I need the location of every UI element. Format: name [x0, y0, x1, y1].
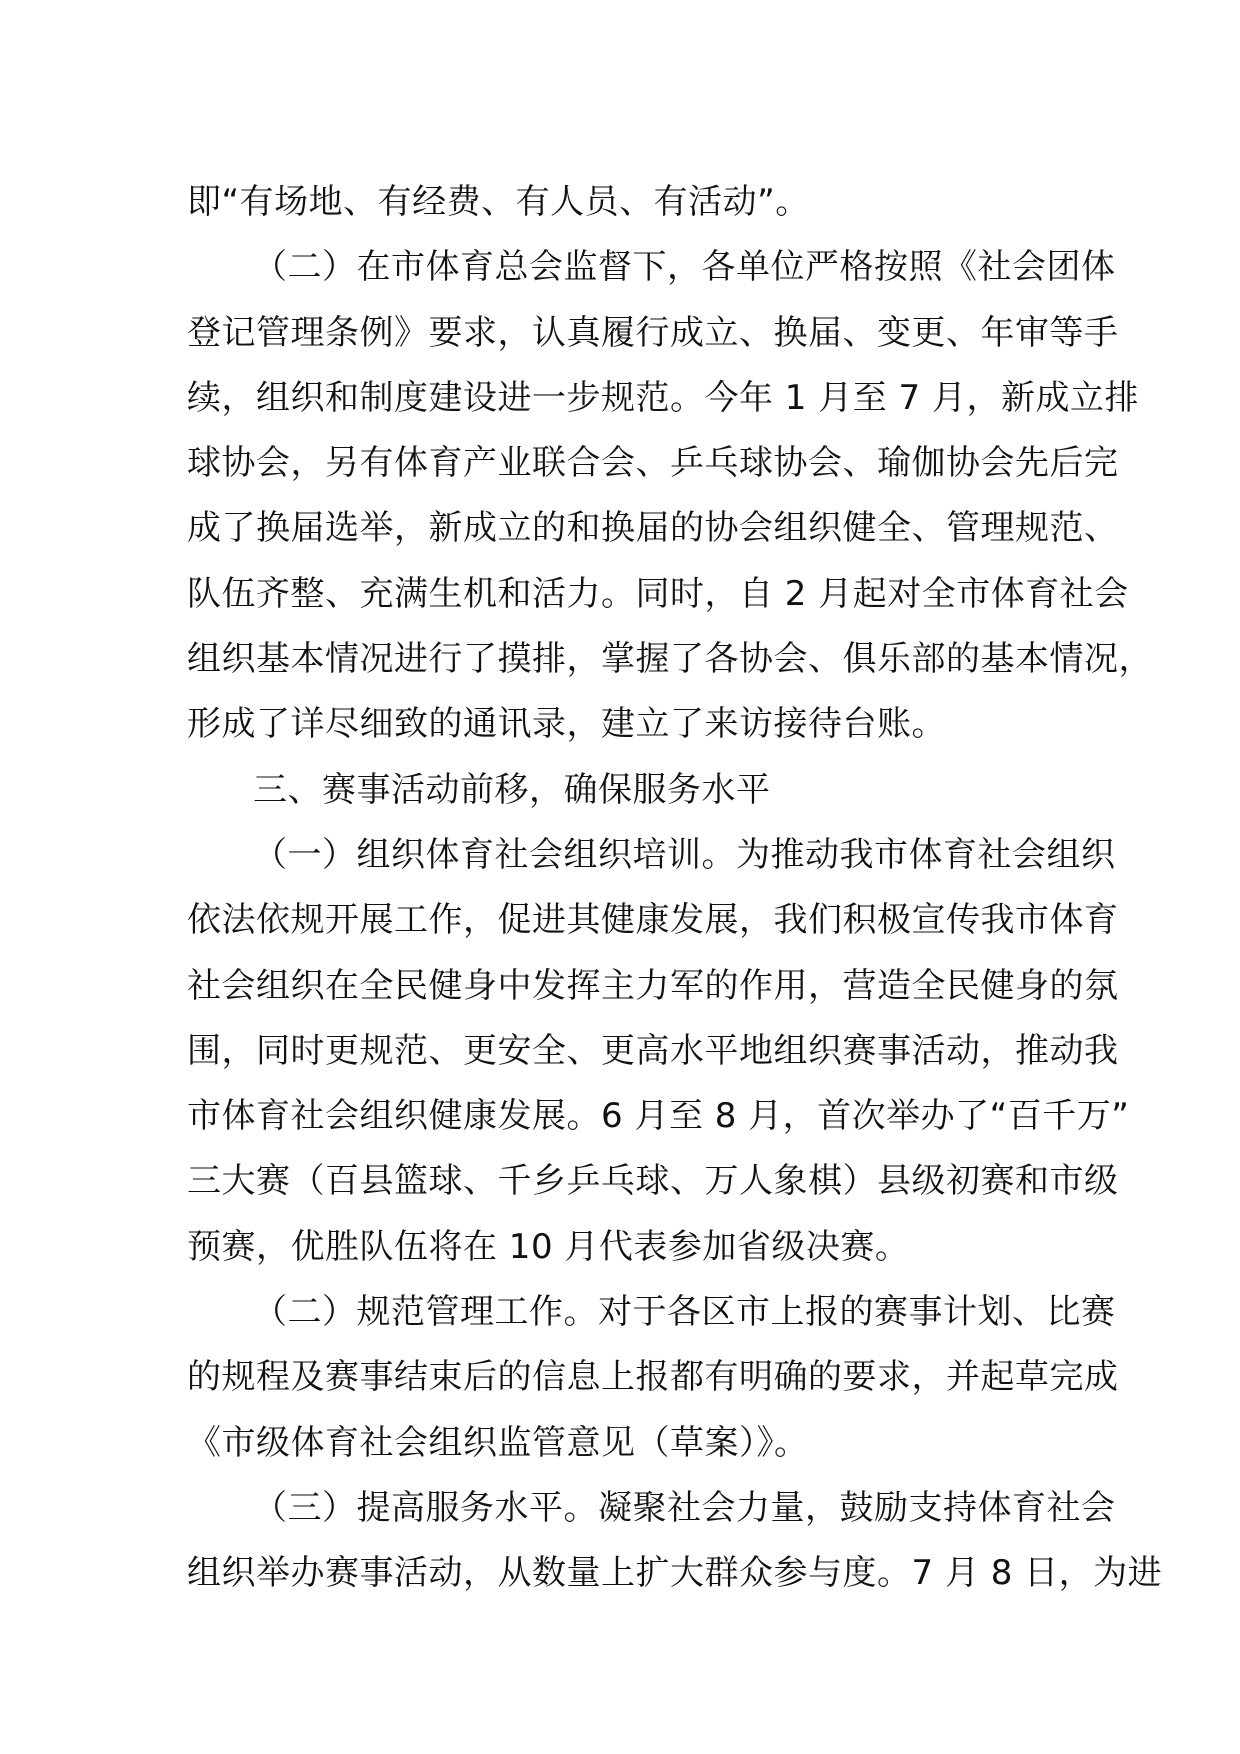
- text-line: 预赛，优胜队伍将在 10 月代表参加省级决赛。: [187, 1226, 910, 1267]
- text-line: 三、赛事活动前移，确保服务水平: [253, 769, 771, 810]
- text-line: 的规程及赛事结束后的信息上报都有明确的要求，并起草完成: [187, 1357, 1119, 1398]
- text-line: 依法依规开展工作，促进其健康发展，我们积极宣传我市体育: [187, 900, 1119, 941]
- text-line: 市体育社会组织健康发展。6 月至 8 月，首次举办了“百千万”: [187, 1096, 1130, 1137]
- text-line: 组织基本情况进行了摸排，掌握了各协会、俱乐部的基本情况，: [187, 639, 1153, 680]
- text-line: 形成了详尽细致的通讯录，建立了来访接待台账。: [187, 704, 946, 745]
- text-line: 围，同时更规范、更安全、更高水平地组织赛事活动，推动我: [187, 1030, 1119, 1071]
- text-line: 《市级体育社会组织监管意见（草案）》。: [187, 1422, 809, 1463]
- text-line: 队伍齐整、充满生机和活力。同时，自 2 月起对全市体育社会: [187, 573, 1129, 614]
- text-line: 登记管理条例》要求，认真履行成立、换届、变更、年审等手: [187, 312, 1119, 353]
- text-line: 社会组织在全民健身中发挥主力军的作用，营造全民健身的氛: [187, 965, 1119, 1006]
- text-line: （一）组织体育社会组织培训。为推动我市体育社会组织: [253, 834, 1116, 875]
- text-line: 成了换届选举，新成立的和换届的协会组织健全、管理规范、: [187, 508, 1119, 549]
- document-body: [187, 170, 1163, 1607]
- text-line: 三大赛（百县篮球、千乡乒乓球、万人象棋）县级初赛和市级: [187, 1161, 1119, 1202]
- text-line: 球协会，另有体育产业联合会、乒乓球协会、瑜伽协会先后完: [187, 443, 1119, 484]
- text-line: （二）规范管理工作。对于各区市上报的赛事计划、比赛: [253, 1292, 1116, 1333]
- text-line: （三）提高服务水平。凝聚社会力量，鼓励支持体育社会: [253, 1487, 1116, 1528]
- text-line: 组织举办赛事活动，从数量上扩大群众参与度。7 月 8 日，为进: [187, 1553, 1163, 1594]
- text-line: （二）在市体育总会监督下，各单位严格按照《社会团体: [253, 247, 1116, 288]
- text-line: 续，组织和制度建设进一步规范。今年 1 月至 7 月，新成立排: [187, 377, 1139, 418]
- text-line: 即“有场地、有经费、有人员、有活动”。: [187, 182, 810, 222]
